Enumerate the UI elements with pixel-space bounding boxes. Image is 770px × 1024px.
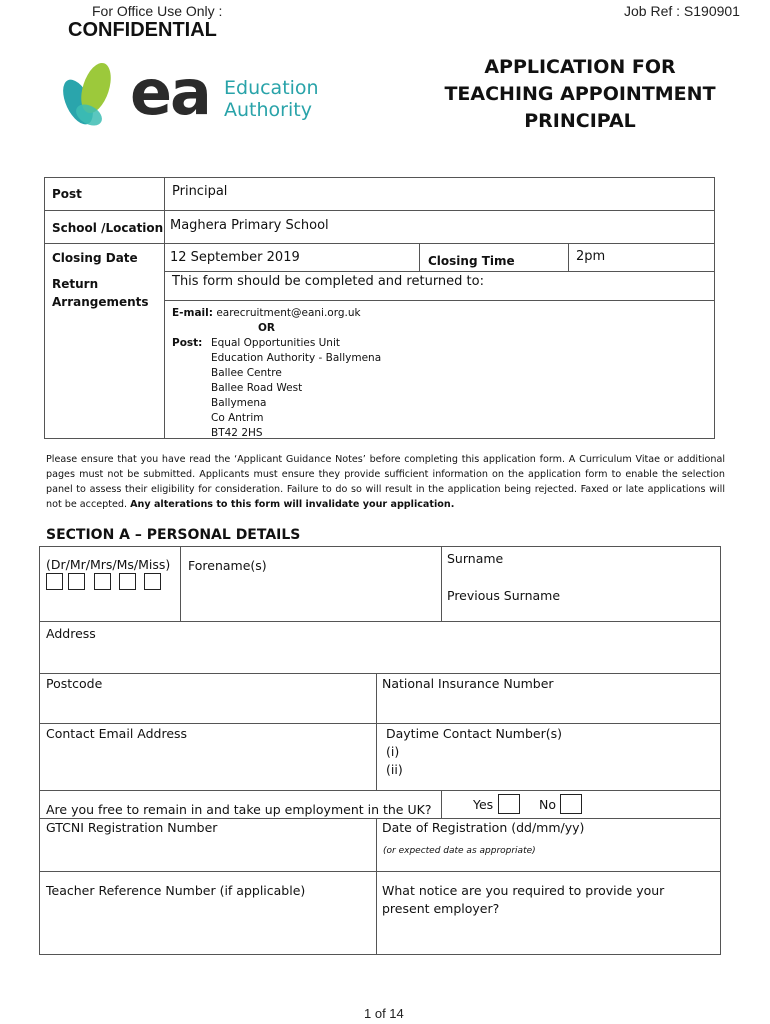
page-number: 1 of 14 — [364, 1006, 404, 1021]
title-dr-checkbox[interactable] — [46, 573, 63, 590]
teacher-reference-label: Teacher Reference Number (if applicable) — [46, 883, 306, 898]
section-a-title: SECTION A – PERSONAL DETAILS — [46, 527, 301, 543]
gtcni-label: GTCNI Registration Number — [46, 820, 218, 835]
job-ref: Job Ref : S190901 — [624, 3, 740, 19]
school-label: School /Location — [52, 221, 164, 235]
education-authority-logo — [56, 56, 336, 135]
school-value: Maghera Primary School — [170, 218, 329, 233]
title-line-2: TEACHING APPOINTMENT — [444, 83, 716, 105]
logo-letters: ea — [130, 56, 210, 129]
previous-surname-label: Previous Surname — [447, 588, 561, 603]
post-label: Post — [52, 187, 82, 201]
no-label: No — [539, 797, 556, 812]
address-label: Address — [46, 626, 96, 641]
contact-email-label: Contact Email Address — [46, 726, 188, 741]
address-line: Ballee Centre — [211, 367, 282, 379]
ni-number-label: National Insurance Number — [382, 676, 554, 691]
document-title — [440, 54, 720, 135]
return-intro: This form should be completed and returned to: — [172, 274, 484, 289]
daytime-number-ii: (ii) — [386, 762, 403, 777]
title-field-label: (Dr/Mr/Mrs/Ms/Miss) — [46, 557, 171, 572]
guidance-notice — [46, 452, 725, 512]
address-line: Ballymena — [211, 397, 267, 409]
email-value: earecruitment@eani.org.uk — [216, 307, 361, 319]
closing-time-value: 2pm — [576, 249, 606, 264]
yes-checkbox[interactable] — [498, 794, 520, 814]
post-value: Principal — [172, 184, 228, 199]
or-label: OR — [258, 322, 276, 334]
title-mrs-checkbox[interactable] — [94, 573, 111, 590]
postcode-label: Postcode — [46, 676, 103, 691]
return-label-2: Arrangements — [52, 295, 149, 309]
title-mr-checkbox[interactable] — [68, 573, 85, 590]
title-line-3: PRINCIPAL — [524, 110, 636, 132]
closing-date-label: Closing Date — [52, 251, 138, 265]
logo-line-2: Authority — [224, 99, 312, 121]
notice-period-line-2: present employer? — [382, 901, 500, 916]
forenames-label: Forename(s) — [188, 558, 267, 573]
post-address-label: Post: — [172, 337, 203, 349]
email-label: E-mail: — [172, 307, 213, 319]
guidance-text: Please ensure that you have read the ‘Applicant Guidance Notes’ before completing this application form. A Curriculum Vitae or additional pages must not be submitted. Applicants must ensure they provide sufficient information on the application form to enable the selection panel to assess their eligibility for consideration. Failure to do so will result in the application being rejected. Faxed or late applications will not be accepted. — [46, 454, 725, 510]
address-line: Equal Opportunities Unit — [211, 337, 340, 349]
leaf-mark-icon — [56, 60, 136, 135]
daytime-number-i: (i) — [386, 744, 400, 759]
guidance-warning: Any alterations to this form will invalidate your application. — [130, 499, 455, 510]
title-ms-checkbox[interactable] — [119, 573, 136, 590]
no-checkbox[interactable] — [560, 794, 582, 814]
daytime-number-label: Daytime Contact Number(s) — [386, 726, 562, 741]
address-line: Ballee Road West — [211, 382, 303, 394]
return-address — [211, 336, 381, 441]
email-row — [172, 306, 361, 321]
address-line: Co Antrim — [211, 412, 264, 424]
logo-line-1: Education — [224, 77, 319, 99]
closing-time-label: Closing Time — [428, 254, 515, 268]
notice-period-line-1: What notice are you required to provide your — [382, 883, 665, 898]
registration-date-label: Date of Registration (dd/mm/yy) — [382, 820, 585, 835]
confidential-label: CONFIDENTIAL — [68, 19, 217, 41]
surname-label: Surname — [447, 551, 504, 566]
yes-label: Yes — [473, 797, 494, 812]
closing-date-value: 12 September 2019 — [170, 250, 300, 265]
address-line: Education Authority - Ballymena — [211, 352, 382, 364]
right-to-work-question: Are you free to remain in and take up employment in the UK? — [46, 802, 432, 817]
title-miss-checkbox[interactable] — [144, 573, 161, 590]
return-label-1: Return — [52, 277, 99, 291]
title-line-1: APPLICATION FOR — [484, 56, 676, 78]
registration-date-note: (or expected date as appropriate) — [383, 846, 536, 856]
address-line: BT42 2HS — [211, 427, 263, 439]
office-use-label: For Office Use Only : — [92, 3, 223, 19]
